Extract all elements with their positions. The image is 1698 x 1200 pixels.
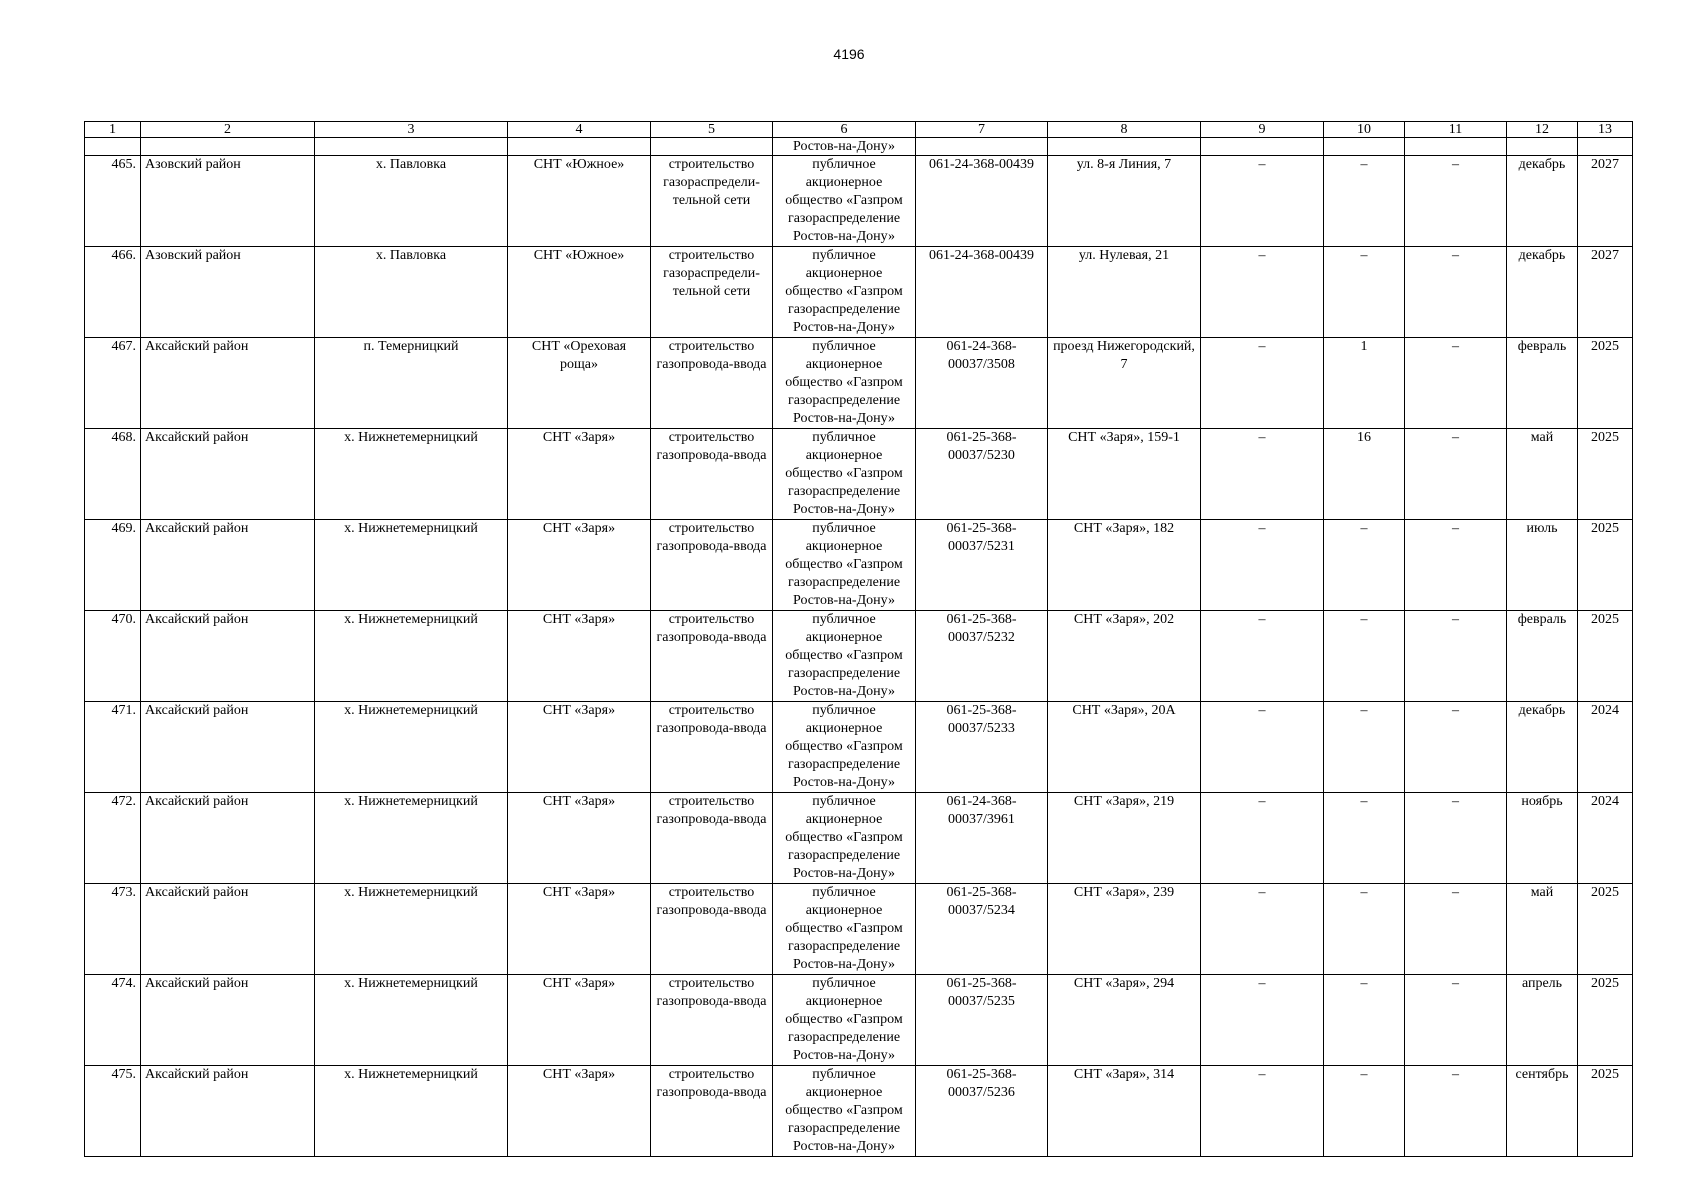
address-cell: СНТ «Заря», 20А: [1048, 702, 1201, 793]
address-cell: СНТ «Заря», 219: [1048, 793, 1201, 884]
row-number-cell: 468.: [85, 429, 141, 520]
col11-cell: –: [1405, 338, 1507, 429]
table-row: [85, 520, 1633, 611]
organization-cell: публичное акционерное общество «Газпром газораспределение Ростов-на-Дону»: [773, 156, 916, 247]
month-cell: февраль: [1507, 338, 1578, 429]
col10-cell: –: [1324, 1066, 1405, 1157]
address-cell: СНТ «Заря», 202: [1048, 611, 1201, 702]
year-cell: 2025: [1578, 975, 1633, 1066]
table-cell: [85, 138, 141, 156]
table-cell: [1507, 138, 1578, 156]
table-row: [85, 884, 1633, 975]
month-cell: май: [1507, 884, 1578, 975]
month-cell: декабрь: [1507, 247, 1578, 338]
table-cell: [141, 138, 315, 156]
organization-cell: публичное акционерное общество «Газпром газораспределение Ростов-на-Дону»: [773, 429, 916, 520]
organization-cell: публичное акционерное общество «Газпром газораспределение Ростов-на-Дону»: [773, 1066, 916, 1157]
col10-cell: 16: [1324, 429, 1405, 520]
project-code-cell: 061-24-368-00439: [916, 247, 1048, 338]
organization-cell: публичное акционерное общество «Газпром газораспределение Ростов-на-Дону»: [773, 247, 916, 338]
month-cell: май: [1507, 429, 1578, 520]
work-type-cell: строительство газораспредели-тельной сети: [651, 247, 773, 338]
column-header: 12: [1507, 122, 1578, 138]
column-header: 9: [1201, 122, 1324, 138]
year-cell: 2025: [1578, 429, 1633, 520]
col9-cell: –: [1201, 793, 1324, 884]
month-cell: ноябрь: [1507, 793, 1578, 884]
col11-cell: –: [1405, 702, 1507, 793]
year-cell: 2025: [1578, 884, 1633, 975]
col11-cell: –: [1405, 611, 1507, 702]
work-type-cell: строительство газопровода-ввода: [651, 884, 773, 975]
project-code-cell: 061-25-368-00037/5230: [916, 429, 1048, 520]
snt-cell: СНТ «Южное»: [508, 247, 651, 338]
col11-cell: –: [1405, 520, 1507, 611]
col9-cell: –: [1201, 1066, 1324, 1157]
address-cell: ул. Нулевая, 21: [1048, 247, 1201, 338]
col10-cell: –: [1324, 884, 1405, 975]
table-cell: [1324, 138, 1405, 156]
table-row: [85, 247, 1633, 338]
settlement-cell: х. Нижнетемерницкий: [315, 429, 508, 520]
continuation-row: [85, 138, 1633, 156]
district-cell: Азовский район: [141, 247, 315, 338]
district-cell: Азовский район: [141, 156, 315, 247]
column-number-header-row: [85, 122, 1633, 138]
organization-cell: публичное акционерное общество «Газпром газораспределение Ростов-на-Дону»: [773, 975, 916, 1066]
work-type-cell: строительство газораспредели-тельной сети: [651, 156, 773, 247]
snt-cell: СНТ «Южное»: [508, 156, 651, 247]
col10-cell: –: [1324, 702, 1405, 793]
year-cell: 2027: [1578, 247, 1633, 338]
project-code-cell: 061-24-368-00037/3508: [916, 338, 1048, 429]
column-header: 3: [315, 122, 508, 138]
address-cell: СНТ «Заря», 182: [1048, 520, 1201, 611]
table-cell: [508, 138, 651, 156]
year-cell: 2025: [1578, 1066, 1633, 1157]
settlement-cell: х. Нижнетемерницкий: [315, 702, 508, 793]
district-cell: Аксайский район: [141, 793, 315, 884]
month-cell: декабрь: [1507, 156, 1578, 247]
snt-cell: СНТ «Заря»: [508, 611, 651, 702]
table-row: [85, 1066, 1633, 1157]
snt-cell: СНТ «Заря»: [508, 520, 651, 611]
year-cell: 2025: [1578, 338, 1633, 429]
month-cell: сентябрь: [1507, 1066, 1578, 1157]
page-number: 4196: [833, 46, 865, 62]
year-cell: 2024: [1578, 793, 1633, 884]
year-cell: 2025: [1578, 520, 1633, 611]
work-type-cell: строительство газопровода-ввода: [651, 975, 773, 1066]
table-row: [85, 702, 1633, 793]
table-cell: [315, 138, 508, 156]
district-cell: Аксайский район: [141, 702, 315, 793]
year-cell: 2027: [1578, 156, 1633, 247]
district-cell: Аксайский район: [141, 611, 315, 702]
settlement-cell: х. Нижнетемерницкий: [315, 884, 508, 975]
column-header: 11: [1405, 122, 1507, 138]
table-row: [85, 975, 1633, 1066]
column-header: 4: [508, 122, 651, 138]
col9-cell: –: [1201, 520, 1324, 611]
col9-cell: –: [1201, 702, 1324, 793]
col11-cell: –: [1405, 156, 1507, 247]
table-row: [85, 429, 1633, 520]
col11-cell: –: [1405, 975, 1507, 1066]
district-cell: Аксайский район: [141, 975, 315, 1066]
snt-cell: СНТ «Заря»: [508, 429, 651, 520]
settlement-cell: х. Павловка: [315, 156, 508, 247]
settlement-cell: х. Нижнетемерницкий: [315, 1066, 508, 1157]
organization-cell: публичное акционерное общество «Газпром газораспределение Ростов-на-Дону»: [773, 611, 916, 702]
table-cell: [1201, 138, 1324, 156]
work-type-cell: строительство газопровода-ввода: [651, 702, 773, 793]
row-number-cell: 467.: [85, 338, 141, 429]
district-cell: Аксайский район: [141, 1066, 315, 1157]
col9-cell: –: [1201, 975, 1324, 1066]
table-row: [85, 793, 1633, 884]
col9-cell: –: [1201, 247, 1324, 338]
col11-cell: –: [1405, 793, 1507, 884]
organization-cell: публичное акционерное общество «Газпром газораспределение Ростов-на-Дону»: [773, 702, 916, 793]
snt-cell: СНТ «Заря»: [508, 1066, 651, 1157]
project-code-cell: 061-25-368-00037/5235: [916, 975, 1048, 1066]
settlement-cell: х. Нижнетемерницкий: [315, 611, 508, 702]
project-code-cell: 061-25-368-00037/5233: [916, 702, 1048, 793]
table-cell: [1578, 138, 1633, 156]
work-type-cell: строительство газопровода-ввода: [651, 793, 773, 884]
row-number-cell: 471.: [85, 702, 141, 793]
settlement-cell: п. Темерницкий: [315, 338, 508, 429]
address-cell: СНТ «Заря», 294: [1048, 975, 1201, 1066]
address-cell: ул. 8-я Линия, 7: [1048, 156, 1201, 247]
settlement-cell: х. Нижнетемерницкий: [315, 793, 508, 884]
col10-cell: –: [1324, 247, 1405, 338]
organization-cell: публичное акционерное общество «Газпром газораспределение Ростов-на-Дону»: [773, 793, 916, 884]
col11-cell: –: [1405, 247, 1507, 338]
data-table: [84, 121, 1633, 1157]
month-cell: декабрь: [1507, 702, 1578, 793]
table-cell: [1048, 138, 1201, 156]
district-cell: Аксайский район: [141, 429, 315, 520]
column-header: 5: [651, 122, 773, 138]
snt-cell: СНТ «Заря»: [508, 884, 651, 975]
month-cell: июль: [1507, 520, 1578, 611]
table-row: [85, 338, 1633, 429]
month-cell: апрель: [1507, 975, 1578, 1066]
organization-cell: публичное акционерное общество «Газпром газораспределение Ростов-на-Дону»: [773, 884, 916, 975]
table-row: [85, 611, 1633, 702]
column-header: 13: [1578, 122, 1633, 138]
row-number-cell: 475.: [85, 1066, 141, 1157]
col10-cell: –: [1324, 156, 1405, 247]
col10-cell: –: [1324, 520, 1405, 611]
column-header: 1: [85, 122, 141, 138]
row-number-cell: 474.: [85, 975, 141, 1066]
snt-cell: СНТ «Ореховая роща»: [508, 338, 651, 429]
row-number-cell: 472.: [85, 793, 141, 884]
col11-cell: –: [1405, 1066, 1507, 1157]
column-header: 10: [1324, 122, 1405, 138]
row-number-cell: 466.: [85, 247, 141, 338]
col9-cell: –: [1201, 156, 1324, 247]
column-header: 8: [1048, 122, 1201, 138]
work-type-cell: строительство газопровода-ввода: [651, 338, 773, 429]
month-cell: февраль: [1507, 611, 1578, 702]
work-type-cell: строительство газопровода-ввода: [651, 520, 773, 611]
district-cell: Аксайский район: [141, 520, 315, 611]
table-cell: [651, 138, 773, 156]
row-number-cell: 473.: [85, 884, 141, 975]
organization-cell: Ростов-на-Дону»: [773, 138, 916, 156]
district-cell: Аксайский район: [141, 884, 315, 975]
table-cell: [1405, 138, 1507, 156]
address-cell: СНТ «Заря», 314: [1048, 1066, 1201, 1157]
project-code-cell: 061-25-368-00037/5236: [916, 1066, 1048, 1157]
col9-cell: –: [1201, 884, 1324, 975]
year-cell: 2025: [1578, 611, 1633, 702]
work-type-cell: строительство газопровода-ввода: [651, 611, 773, 702]
district-cell: Аксайский район: [141, 338, 315, 429]
project-code-cell: 061-24-368-00439: [916, 156, 1048, 247]
address-cell: СНТ «Заря», 159-1: [1048, 429, 1201, 520]
column-header: 7: [916, 122, 1048, 138]
col10-cell: –: [1324, 611, 1405, 702]
snt-cell: СНТ «Заря»: [508, 702, 651, 793]
address-cell: СНТ «Заря», 239: [1048, 884, 1201, 975]
work-type-cell: строительство газопровода-ввода: [651, 1066, 773, 1157]
col9-cell: –: [1201, 338, 1324, 429]
snt-cell: СНТ «Заря»: [508, 793, 651, 884]
snt-cell: СНТ «Заря»: [508, 975, 651, 1066]
settlement-cell: х. Павловка: [315, 247, 508, 338]
project-code-cell: 061-25-368-00037/5231: [916, 520, 1048, 611]
row-number-cell: 470.: [85, 611, 141, 702]
settlement-cell: х. Нижнетемерницкий: [315, 520, 508, 611]
column-header: 2: [141, 122, 315, 138]
col9-cell: –: [1201, 611, 1324, 702]
column-header: 6: [773, 122, 916, 138]
project-code-cell: 061-24-368-00037/3961: [916, 793, 1048, 884]
col10-cell: –: [1324, 793, 1405, 884]
work-type-cell: строительство газопровода-ввода: [651, 429, 773, 520]
organization-cell: публичное акционерное общество «Газпром газораспределение Ростов-на-Дону»: [773, 520, 916, 611]
table-cell: [916, 138, 1048, 156]
col11-cell: –: [1405, 884, 1507, 975]
address-cell: проезд Нижегородский, 7: [1048, 338, 1201, 429]
organization-cell: публичное акционерное общество «Газпром газораспределение Ростов-на-Дону»: [773, 338, 916, 429]
row-number-cell: 469.: [85, 520, 141, 611]
col9-cell: –: [1201, 429, 1324, 520]
col10-cell: 1: [1324, 338, 1405, 429]
project-code-cell: 061-25-368-00037/5234: [916, 884, 1048, 975]
project-code-cell: 061-25-368-00037/5232: [916, 611, 1048, 702]
settlement-cell: х. Нижнетемерницкий: [315, 975, 508, 1066]
col10-cell: –: [1324, 975, 1405, 1066]
table-row: [85, 156, 1633, 247]
row-number-cell: 465.: [85, 156, 141, 247]
year-cell: 2024: [1578, 702, 1633, 793]
col11-cell: –: [1405, 429, 1507, 520]
